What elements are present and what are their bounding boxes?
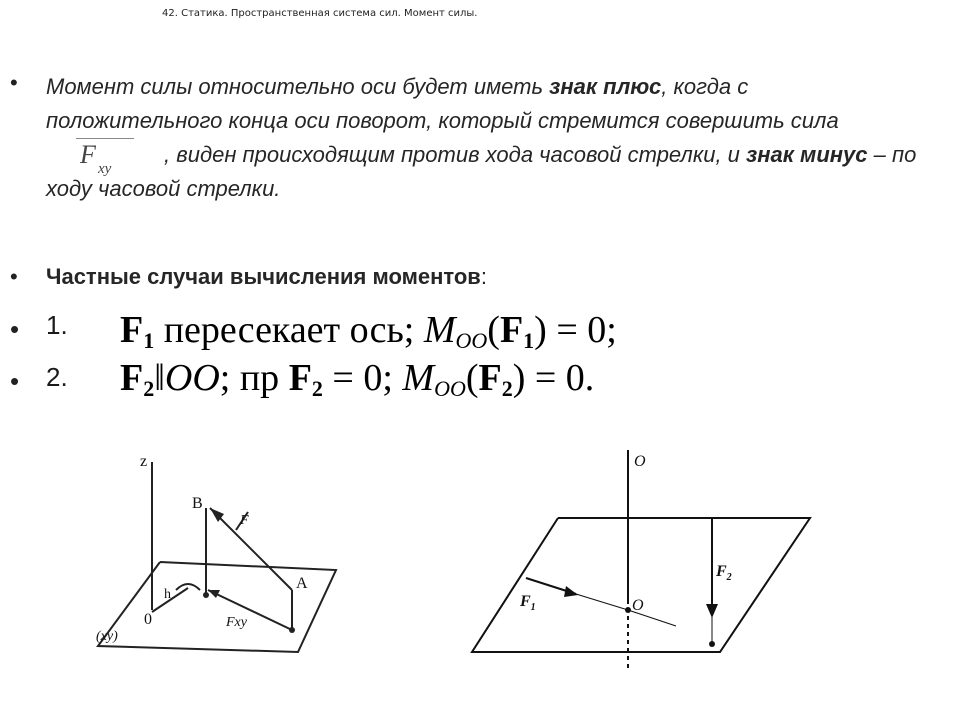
label-F: F — [240, 513, 249, 528]
label-O-top: O — [634, 453, 646, 470]
point-projection-B — [203, 592, 209, 598]
slide-header: 42. Статика. Пространственная система сил. Момент силы. — [162, 8, 478, 19]
case2-F-sub-3: 2 — [501, 376, 513, 401]
bullet-3: • — [10, 314, 20, 344]
case2-F-2: F — [288, 357, 312, 399]
left-figure-force-moment — [88, 440, 388, 670]
case-1-number: 1. — [46, 310, 68, 340]
label-F1: $F_1$ — [520, 593, 536, 613]
case2-M: M — [402, 357, 435, 399]
fxy-F: F — [80, 140, 96, 169]
para-text-2: , когда с положительного конца оси поворот, который стремится совершить сила — [46, 74, 839, 133]
label-xy-plane: (xy) — [96, 629, 118, 644]
case1-text: пересекает ось; — [154, 309, 424, 351]
para-text-1: Момент силы относительно оси будет иметь — [46, 74, 550, 99]
case1-F-2: F — [499, 309, 524, 351]
label-O-mid: O — [632, 597, 644, 614]
point-projection-A — [289, 627, 295, 633]
right-figure-special-cases — [470, 440, 820, 680]
label-O: 0 — [144, 611, 152, 628]
special-cases-title-text: Частные случаи вычисления моментов — [46, 264, 481, 289]
case1-F-sub: 1 — [143, 328, 155, 353]
case1-F: F — [120, 309, 144, 351]
moment-sign-paragraph — [46, 70, 926, 206]
force-F2-arrowhead — [706, 604, 718, 618]
fxy-symbol — [72, 138, 134, 177]
case2-close: ) = 0. — [512, 357, 595, 399]
case-1-formula — [120, 308, 617, 354]
special-cases-colon: : — [480, 264, 487, 289]
case2-F-sub-2: 2 — [311, 376, 323, 401]
force-F-vector — [210, 508, 292, 590]
bullet-2: • — [10, 264, 18, 289]
label-B: B — [192, 495, 203, 512]
label-h: h — [164, 587, 171, 602]
label-F2: $F_2$ — [716, 563, 732, 583]
case2-eq: = 0; — [322, 357, 403, 399]
para-bold-minus: знак минус — [746, 142, 868, 167]
label-Fxy: Fxy — [226, 615, 247, 630]
case1-close: ) = 0; — [534, 309, 617, 351]
case2-parallel: ‖ — [154, 357, 165, 399]
force-F1-extension — [576, 594, 628, 610]
force-F1-arrowhead — [564, 586, 578, 597]
case2-F-3: F — [478, 357, 502, 399]
case2-OO: OO — [164, 357, 220, 399]
point-F2-end — [709, 641, 715, 647]
para-text-3: , виден происходящим против хода часовой стрелки, и — [164, 142, 747, 167]
case2-F-sub: 2 — [143, 376, 155, 401]
force-Fxy-vector — [208, 590, 292, 630]
point-O-intersection — [625, 607, 631, 613]
case1-M: M — [423, 309, 456, 351]
para-text-4: – по ходу часовой стрелки. — [46, 142, 917, 201]
case2-F: F — [120, 357, 144, 399]
bullet-1: • — [10, 70, 18, 95]
case1-open: ( — [487, 309, 500, 351]
special-cases-title — [46, 264, 487, 290]
case2-semi: ; пр — [219, 357, 289, 399]
case-2-formula — [120, 356, 594, 402]
case1-F-sub-2: 1 — [523, 328, 535, 353]
case-2-number: 2. — [46, 362, 68, 392]
label-A: A — [296, 575, 308, 592]
case1-M-sub: OO — [455, 328, 488, 353]
fxy-sub: xy — [98, 161, 112, 177]
bullet-4: • — [10, 366, 20, 396]
para-bold-plus: знак плюс — [549, 74, 662, 99]
case2-open: ( — [465, 357, 479, 399]
case2-M-sub: OO — [434, 376, 466, 401]
label-z: z — [140, 453, 148, 470]
plane-outline — [472, 518, 810, 652]
